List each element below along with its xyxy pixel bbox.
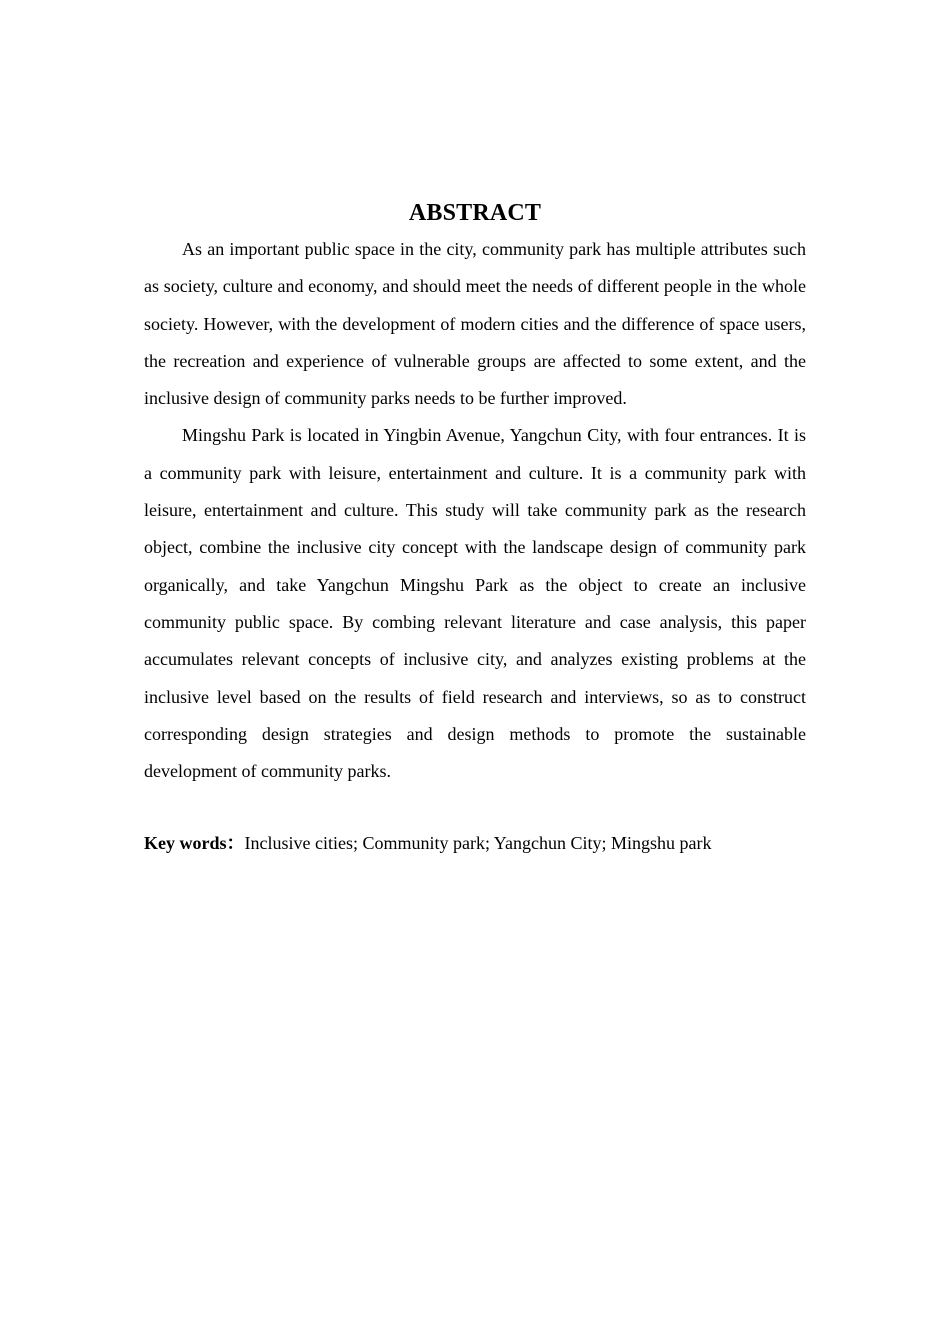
abstract-section [144,198,806,862]
abstract-paragraph-2: Mingshu Park is located in Yingbin Avenue, Yangchun City, with four entrances. It is a community park with leisure, entertainment and culture. It is a community park with leisure, entertainment and culture. This study will take community park as the research object, combine the inclusive city concept with the landscape design of community park organically, and take Yangchun Mingshu Park as the object to create an inclusive community public space. By combing relevant literature and case analysis, this paper accumulates relevant concepts of inclusive city, and analyzes existing problems at the inclusive level based on the results of field research and interviews, so as to construct corresponding design strategies and design methods to promote the sustainable development of community parks. [144,425,806,782]
abstract-paragraph-1: As an important public space in the city, community park has multiple attributes such as society, culture and economy, and should meet the needs of different people in the whole society. However, with the development of modern cities and the difference of space users, the recreation and experience of vulnerable groups are affected to some extent, and the inclusive design of community parks needs to be further improved. [144,239,806,409]
keywords-text: Inclusive cities; Community park; Yangchun City; Mingshu park [244,833,712,854]
keywords-line [144,825,806,862]
keywords-label: Key words： [144,833,245,854]
abstract-title: ABSTRACT [408,200,542,226]
